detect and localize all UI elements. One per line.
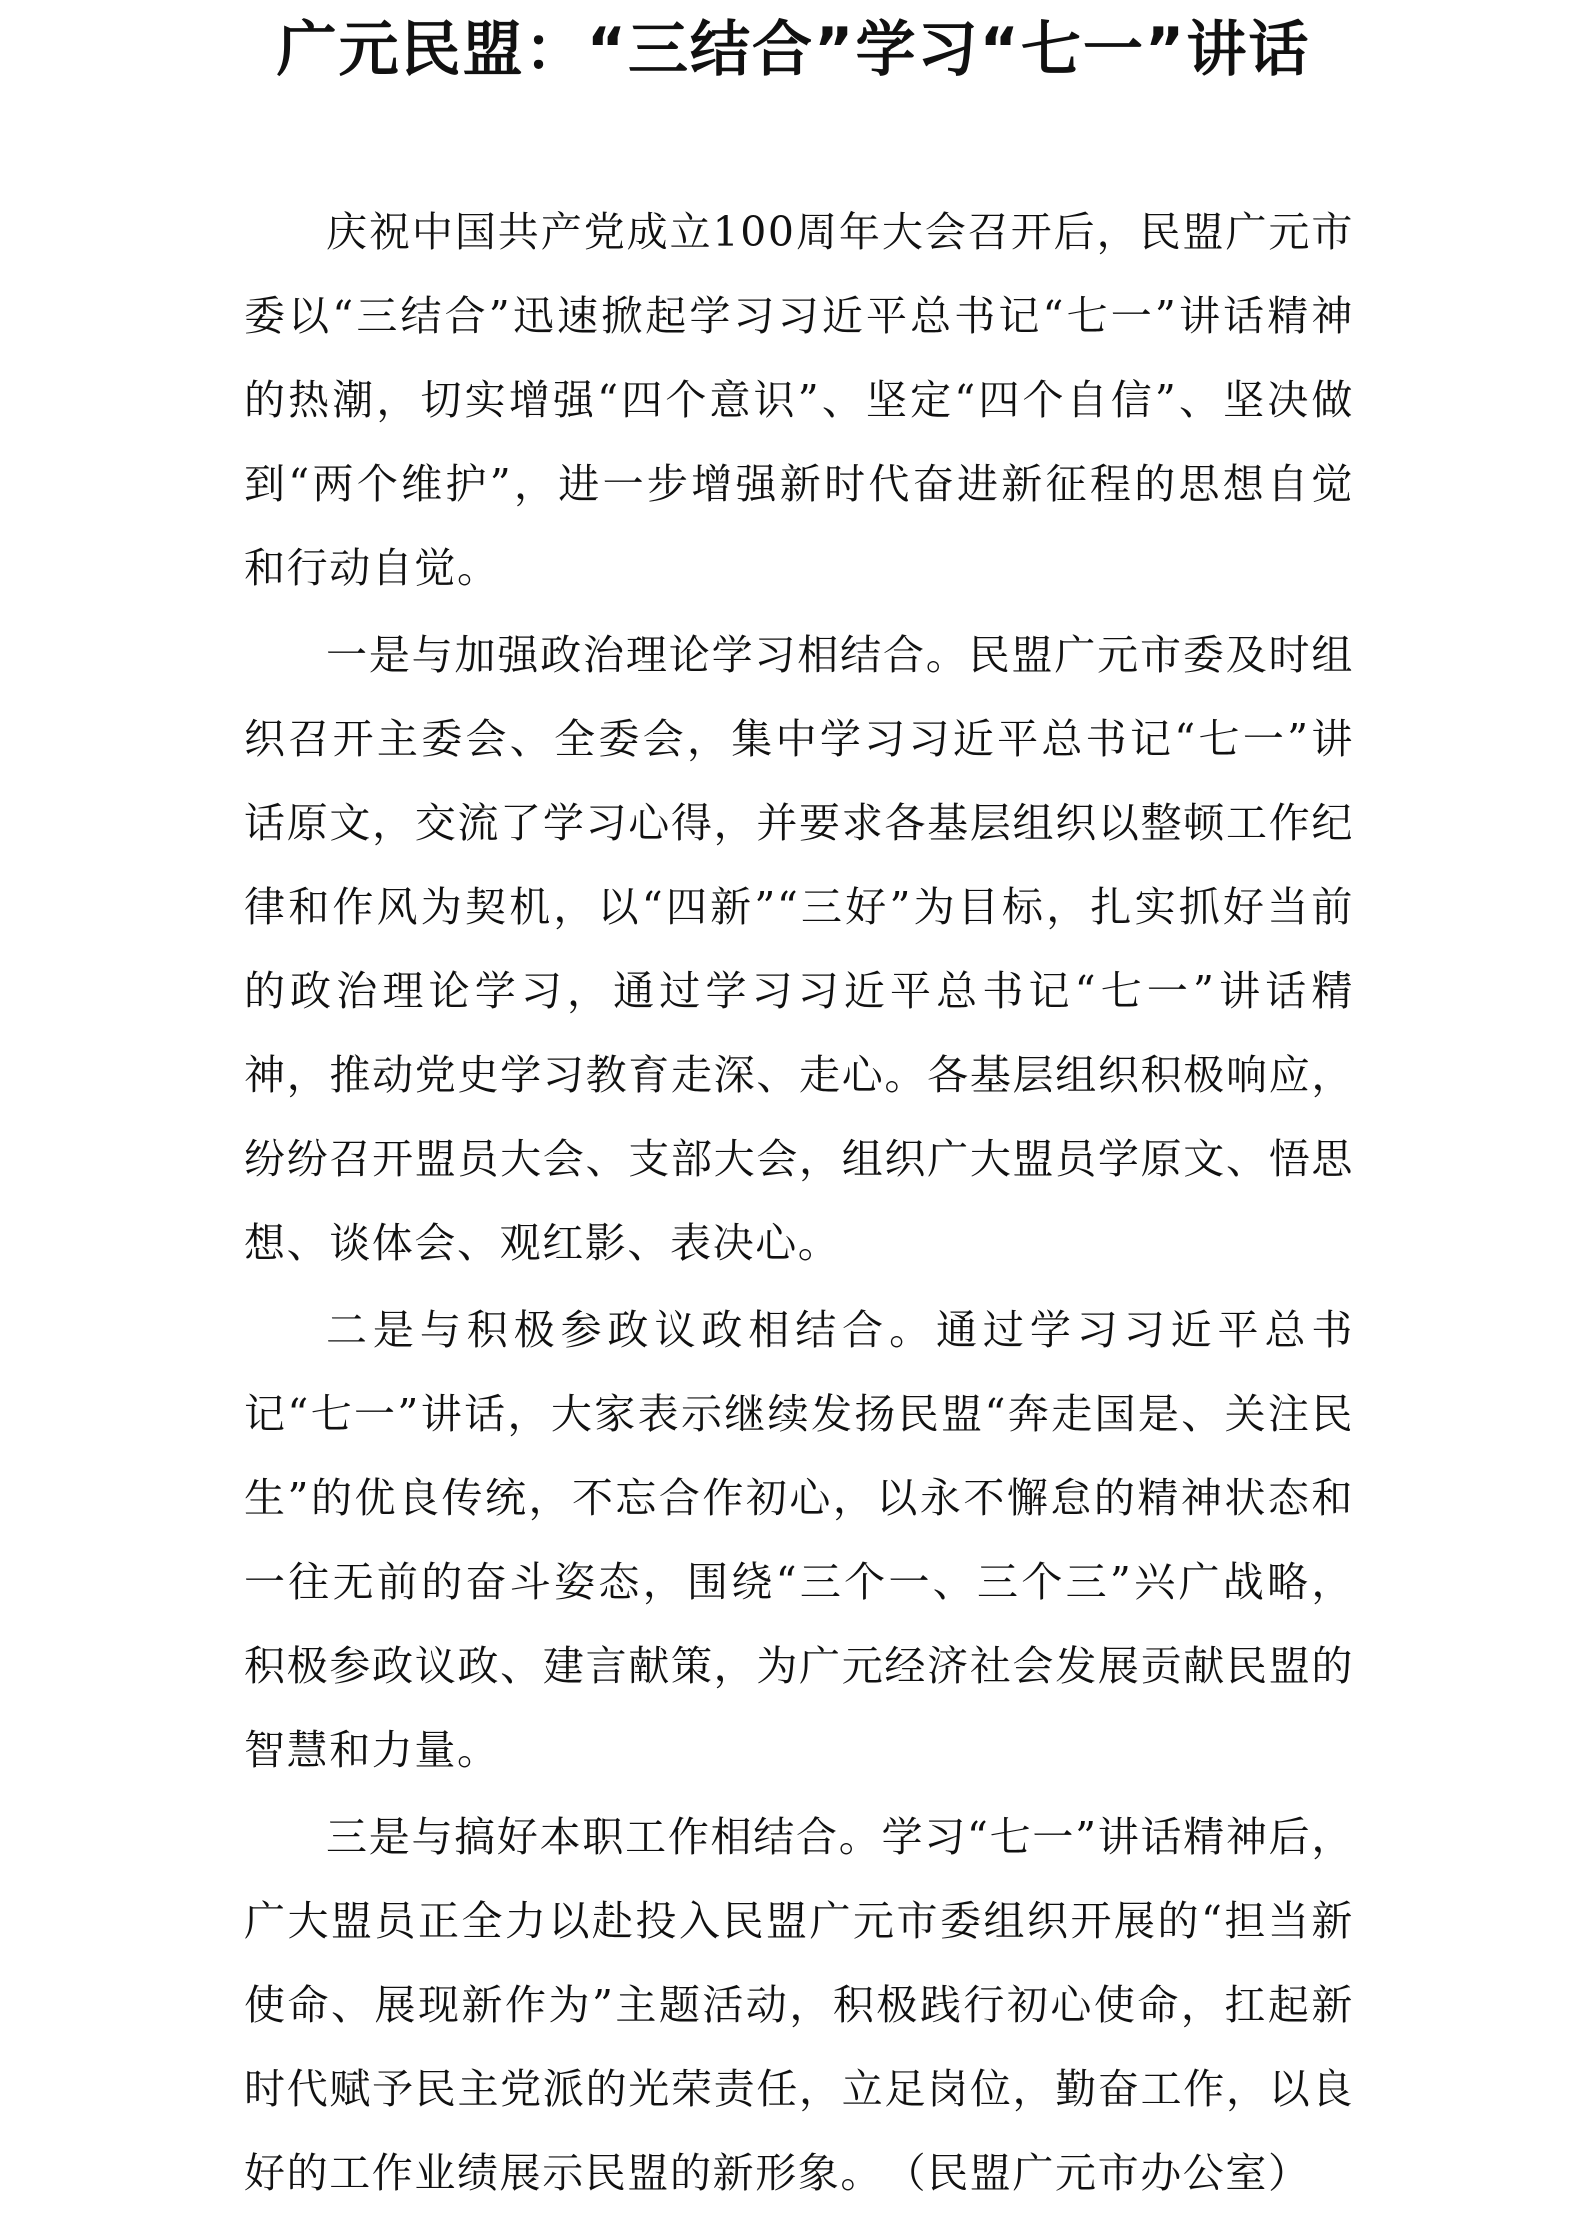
document-title: 广元民盟：“三结合”学习“七一”讲话 [276, 15, 1311, 85]
paragraph-intro: 庆祝中国共产党成立100周年大会召开后，民盟广元市委以“三结合”迅速掀起学习习近平总书记“七一”讲话精神的热潮，切实增强“四个意识”、坚定“四个自信”、坚决做到“两个维护”，进一步增强新时代奋进新征程的思想自觉和行动自觉。 [244, 208, 1354, 592]
paragraph-point-one: 一是与加强政治理论学习相结合。民盟广元市委及时组织召开主委会、全委会，集中学习习近平总书记“七一”讲话原文，交流了学习心得，并要求各基层组织以整顿工作纪律和作风为契机，以“四新”“三好”为目标，扎实抓好当前的政治理论学习，通过学习习近平总书记“七一”讲话精神，推动党史学习教育走深、走心。各基层组织积极响应，纷纷召开盟员大会、支部大会，组织广大盟员学原文、悟思想、谈体会、观红影、表决心。 [244, 631, 1354, 1267]
paragraph-point-two: 二是与积极参政议政相结合。通过学习习近平总书记“七一”讲话，大家表示继续发扬民盟“奔走国是、关注民生”的优良传统，不忘合作初心，以永不懈怠的精神状态和一往无前的奋斗姿态，围绕“三个一、三个三”兴广战略，积极参政议政、建言献策，为广元经济社会发展贡献民盟的智慧和力量。 [244, 1306, 1354, 1774]
article-body [244, 190, 1354, 2218]
paragraph-point-three: 三是与搞好本职工作相结合。学习“七一”讲话精神后，广大盟员正全力以赴投入民盟广元市委组织开展的“担当新使命、展现新作为”主题活动，积极践行初心使命，扛起新时代赋予民主党派的光荣责任，立足岗位，勤奋工作，以良好的工作业绩展示民盟的新形象。 （民盟广元市办公室） [244, 1813, 1354, 2197]
